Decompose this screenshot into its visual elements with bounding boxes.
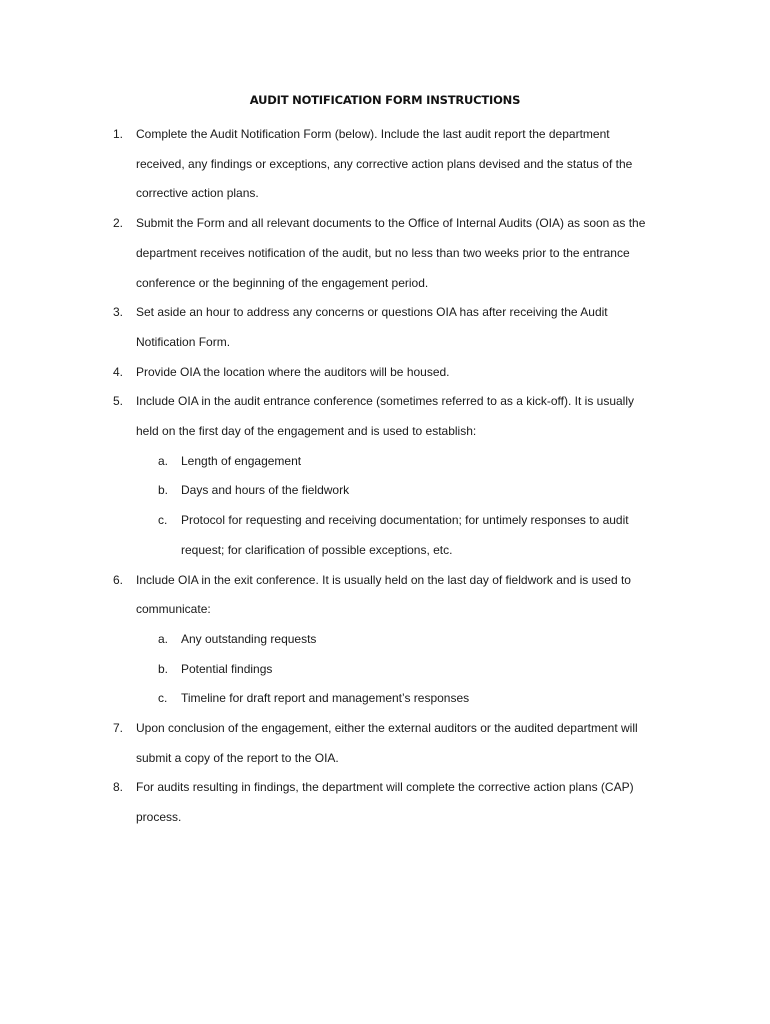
list-item — [0, 120, 770, 209]
list-item — [0, 714, 770, 773]
sub-list-item-letter: a. — [158, 631, 169, 646]
sub-list-item-text-line: Length of engagement — [181, 453, 302, 468]
sub-list-item-letter: b. — [158, 661, 169, 676]
list-item — [0, 298, 770, 357]
list-item-number: 4. — [113, 364, 124, 379]
list-item — [0, 209, 770, 298]
sub-list-item-text-line: Days and hours of the fieldwork — [181, 483, 350, 498]
sub-list-item-text-line: Potential findings — [181, 661, 273, 676]
list-item-text-line: Upon conclusion of the engagement, either the external auditors or the audited department will — [136, 721, 638, 736]
sub-list-item — [0, 684, 770, 714]
list-item-text-line: Submit the Form and all relevant documents to the Office of Internal Audits (OIA) as soon as the — [136, 216, 646, 231]
list-item-number: 7. — [113, 721, 124, 736]
page-title: AUDIT NOTIFICATION FORM INSTRUCTIONS — [249, 93, 521, 107]
list-item-text-line: process. — [136, 810, 182, 825]
list-item-number: 1. — [113, 127, 124, 141]
list-item-text-line: Include OIA in the exit conference. It is usually held on the last day of fieldwork and is used to — [136, 572, 631, 587]
list-item-number: 3. — [113, 305, 124, 320]
list-item-number: 6. — [113, 572, 124, 587]
list-item-number: 2. — [113, 216, 124, 231]
sub-list-item — [0, 476, 770, 506]
sub-list-item-letter: c. — [158, 513, 168, 528]
list-item — [0, 387, 770, 446]
sub-list-item-letter: c. — [158, 691, 168, 706]
list-item-text-line: Notification Form. — [136, 334, 231, 349]
list-item-text-line: communicate: — [136, 602, 211, 617]
list-item-text-line: conference or the beginning of the engagement period. — [136, 275, 429, 290]
list-item — [0, 773, 770, 832]
list-item-text-line: Include OIA in the audit entrance conference (sometimes referred to as a kick-off). It is usually — [136, 394, 635, 409]
list-item-text-line: held on the first day of the engagement and is used to establish: — [136, 424, 477, 439]
list-item-number: 8. — [113, 780, 124, 795]
list-item-text-line: Set aside an hour to address any concerns or questions OIA has after receiving the Audit — [136, 305, 608, 320]
sub-list-item-text-line: Timeline for draft report and management’s responses — [181, 691, 470, 706]
list-item-text-line: submit a copy of the report to the OIA. — [136, 750, 339, 765]
sub-list-item — [0, 447, 770, 477]
sub-list-item-text-line: request; for clarification of possible exceptions, etc. — [181, 542, 453, 557]
sub-list-item — [0, 506, 770, 565]
list-item-text-line: corrective action plans. — [136, 186, 259, 201]
instruction-list — [0, 120, 770, 833]
sub-list-item-letter: a. — [158, 453, 169, 468]
list-item-text-line: Provide OIA the location where the auditors will be housed. — [136, 364, 450, 379]
list-item-text-line: Complete the Audit Notification Form (below). Include the last audit report the department — [136, 127, 610, 141]
sub-list-item — [0, 655, 770, 685]
list-item-text-line: For audits resulting in findings, the department will complete the corrective action plans (CAP) — [136, 780, 634, 795]
list-item — [0, 566, 770, 625]
list-item-text-line: department receives notification of the audit, but no less than two weeks prior to the entrance — [136, 245, 630, 260]
sub-list-item — [0, 625, 770, 655]
list-item-text-line: received, any findings or exceptions, any corrective action plans devised and the status of the — [136, 156, 633, 171]
list-item — [0, 358, 770, 388]
sub-list-item-text-line: Protocol for requesting and receiving documentation; for untimely responses to audit — [181, 513, 629, 528]
sub-list-item-letter: b. — [158, 483, 169, 498]
list-item-number: 5. — [113, 394, 124, 409]
sub-list-item-text-line: Any outstanding requests — [181, 631, 317, 646]
